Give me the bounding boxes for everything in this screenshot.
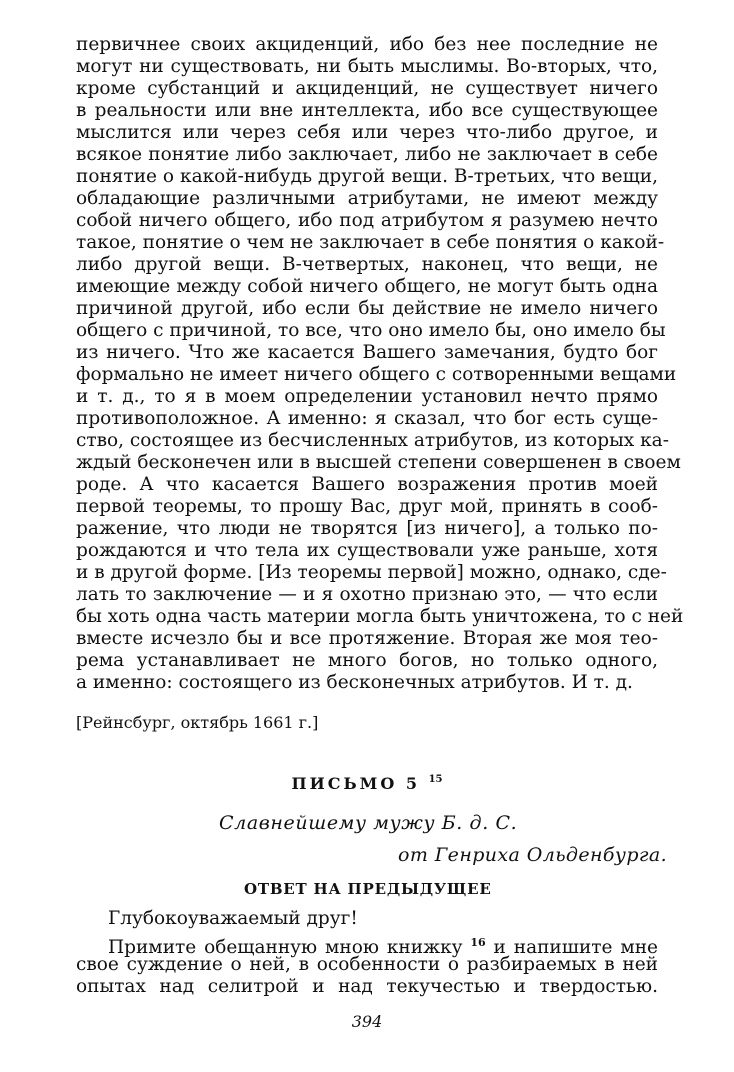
letter-title-footnote-ref: 15 (428, 774, 443, 785)
body-line: мыслится или через себя или через что-либо другое, и (76, 122, 658, 143)
body-line: ражение, что люди не творятся [из ничего], а только по- (76, 518, 658, 539)
body-line: обладающие различными атрибутами, не имеют между (76, 188, 658, 209)
closing-line-3: опытах над селитрой и над текучестью и твердостью. (76, 976, 658, 997)
letter-heading: ОТВЕТ НА ПРЕДЫДУЩЕЕ (244, 880, 492, 898)
body-line: такое, понятие о чем не заключает в себе понятия о какой- (76, 232, 665, 253)
letter-addressee: Славнейшему мужу Б. д. С. (219, 812, 518, 834)
body-line: из ничего. Что же касается Вашего замечания, будто бог (76, 342, 658, 363)
body-line: либо другой вещи. В-четвертых, наконец, что вещи, не (76, 254, 658, 275)
body-line: в реальности или вне интеллекта, ибо все существующее (76, 100, 658, 121)
body-line: всякое понятие либо заключает, либо не заключает в себе (76, 144, 658, 165)
body-line: и в другой форме. [Из теоремы первой] можно, однако, сде- (76, 562, 667, 583)
body-line: причиной другой, ибо если бы действие не имело ничего (76, 298, 658, 319)
body-line: понятие о какой-нибудь другой вещи. В-третьих, что вещи, (76, 166, 658, 187)
closing-line-1-start: Примите обещанную мною книжку (108, 937, 463, 958)
body-line: первичнее своих акциденций, ибо без нее последние не (76, 34, 658, 55)
body-line: бы хоть одна часть материи могла быть уничтожена, то с ней (76, 606, 684, 627)
closing-line-1-end: и напишите мне (485, 937, 658, 958)
footnote-ref: 16 (470, 936, 486, 949)
body-line: вместе исчезло бы и все протяжение. Вторая же моя тео- (76, 628, 658, 649)
body-line: ство, состоящее из бесчисленных атрибутов, из которых ка- (76, 430, 669, 451)
body-line: а именно: состоящего из бесконечных атрибутов. И т. д. (76, 672, 633, 693)
salutation: Глубокоуважаемый друг! (108, 908, 358, 929)
body-line: ждый бесконечен или в высшей степени совершенен в своем (76, 452, 681, 473)
body-line: роде. А что касается Вашего возражения против моей (76, 474, 658, 495)
letter-title (0, 774, 734, 793)
body-line: имеющие между собой ничего общего, не могут быть одна (76, 276, 658, 297)
letter-sender: от Генриха Ольденбурга. (398, 844, 668, 866)
body-line: кроме субстанций и акциденций, не существует ничего (76, 78, 658, 99)
body-line: рождаются и что тела их существовали уже раньше, хотя (76, 540, 658, 561)
date-line: [Рейнсбург, октябрь 1661 г.] (76, 713, 319, 732)
page-number: 394 (351, 1012, 383, 1031)
body-line: формально не имеет ничего общего с сотворенными вещами (76, 364, 677, 385)
body-line: общего с причиной, то все, что оно имело бы, оно имело бы (76, 320, 666, 341)
body-line: первой теоремы, то прошу Вас, друг мой, принять в сооб- (76, 496, 658, 517)
body-line: рема устанавливает не много богов, но только одного, (76, 650, 658, 671)
body-line: противоположное. А именно: я сказал, что бог есть суще- (76, 408, 658, 429)
body-line: и т. д., то я в моем определении установил нечто прямо (76, 386, 658, 407)
body-line: могут ни существовать, ни быть мыслимы. Во-вторых, что, (76, 56, 658, 77)
body-line: собой ничего общего, ибо под атрибутом я разумею нечто (76, 210, 658, 231)
body-line: лать то заключение — и я охотно признаю это, — что если (76, 584, 658, 605)
letter-title-text: ПИСЬМО 5 (291, 774, 420, 793)
closing-line-2: свое суждение о ней, в особенности о разбираемых в ней (76, 954, 658, 975)
